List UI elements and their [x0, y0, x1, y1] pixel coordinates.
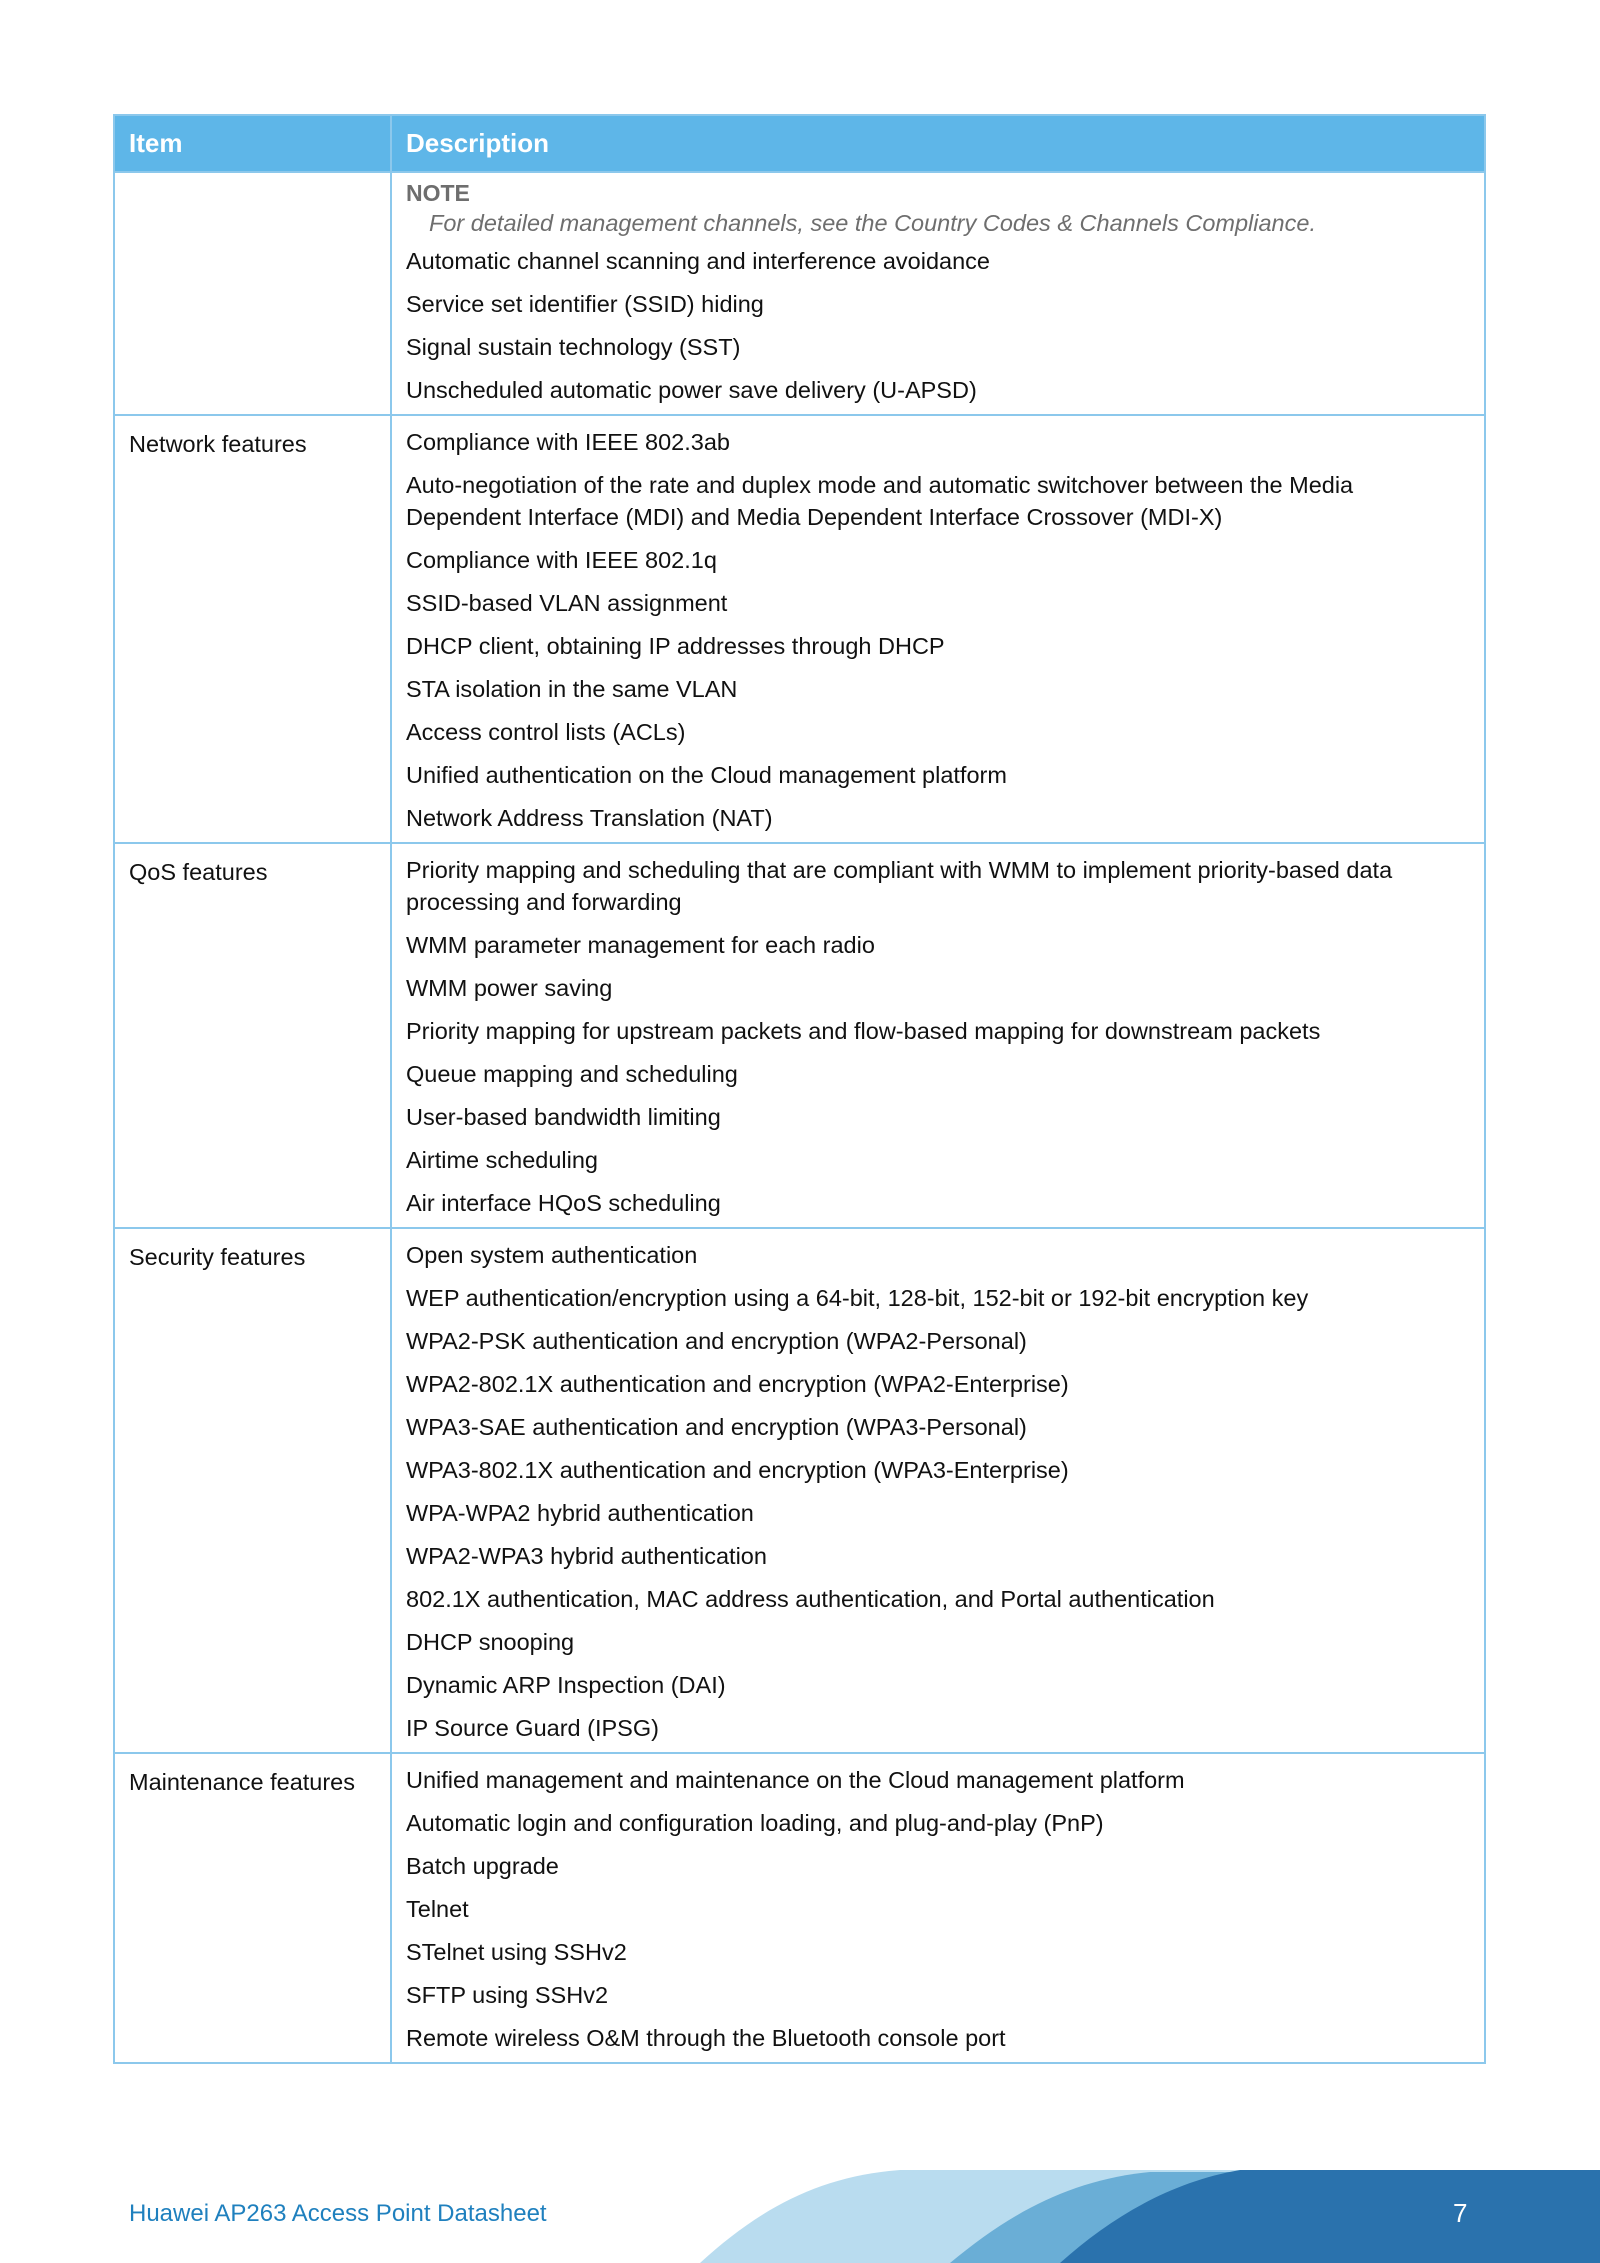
description-line: Priority mapping for upstream packets and flow-based mapping for downstream packets	[406, 1018, 1321, 1044]
description-line: SSID-based VLAN assignment	[406, 590, 728, 616]
description-line: WPA2-PSK authentication and encryption (WPA2-Personal)	[406, 1328, 1027, 1354]
description-line: Auto-negotiation of the rate and duplex mode and automatic switchover between the Media Dependent Interface (MDI) and Media Dependent Interface Crossover (MDI-X)	[406, 472, 1354, 530]
note-text: For detailed management channels, see the Country Codes & Channels Compliance.	[429, 210, 1316, 236]
description-line: IP Source Guard (IPSG)	[406, 1715, 659, 1741]
description-line: SFTP using SSHv2	[406, 1982, 609, 2008]
description-line: Unified management and maintenance on the Cloud management platform	[406, 1767, 1185, 1793]
description-cell	[391, 172, 1485, 415]
description-cell	[391, 415, 1485, 843]
description-line: Remote wireless O&M through the Bluetooth console port	[406, 2025, 1006, 2051]
table-row	[114, 1753, 1485, 2063]
description-line: Telnet	[406, 1896, 469, 1922]
description-line: Unified authentication on the Cloud management platform	[406, 762, 1007, 788]
description-line: WMM parameter management for each radio	[406, 932, 875, 958]
description-line: DHCP snooping	[406, 1629, 575, 1655]
description-line: Airtime scheduling	[406, 1147, 599, 1173]
description-line: Network Address Translation (NAT)	[406, 805, 773, 831]
description-line: Compliance with IEEE 802.1q	[406, 547, 717, 573]
description-line: WPA2-WPA3 hybrid authentication	[406, 1543, 767, 1569]
footer-document-title: Huawei AP263 Access Point Datasheet	[129, 2200, 547, 2227]
item-cell	[114, 172, 391, 415]
description-line: STelnet using SSHv2	[406, 1939, 627, 1965]
description-line: Air interface HQoS scheduling	[406, 1190, 721, 1216]
description-line: Signal sustain technology (SST)	[406, 334, 741, 360]
description-line: STA isolation in the same VLAN	[406, 676, 738, 702]
description-line: Open system authentication	[406, 1242, 698, 1268]
description-line: DHCP client, obtaining IP addresses through DHCP	[406, 633, 945, 659]
description-line: Automatic channel scanning and interference avoidance	[406, 248, 990, 274]
table-row	[114, 172, 1485, 415]
table-row	[114, 1228, 1485, 1753]
description-line: WEP authentication/encryption using a 64-bit, 128-bit, 152-bit or 192-bit encryption key	[406, 1285, 1309, 1311]
item-cell: QoS features	[114, 843, 391, 1228]
table-row	[114, 843, 1485, 1228]
description-column-header: Description	[391, 115, 1485, 172]
item-cell: Security features	[114, 1228, 391, 1753]
description-line: Dynamic ARP Inspection (DAI)	[406, 1672, 726, 1698]
description-line: Service set identifier (SSID) hiding	[406, 291, 764, 317]
table-header-row	[114, 115, 1485, 172]
item-cell: Network features	[114, 415, 391, 843]
description-line: Priority mapping and scheduling that are compliant with WMM to implement priority-based data processing and forwarding	[406, 857, 1393, 915]
table-row	[114, 415, 1485, 843]
description-line: Access control lists (ACLs)	[406, 719, 686, 745]
footer-page-number: 7	[1453, 2198, 1468, 2228]
description-line: WPA3-802.1X authentication and encryption (WPA3-Enterprise)	[406, 1457, 1069, 1483]
description-line: WPA2-802.1X authentication and encryption (WPA2-Enterprise)	[406, 1371, 1069, 1397]
description-line: Unscheduled automatic power save delivery (U-APSD)	[406, 377, 977, 403]
description-line: Automatic login and configuration loading, and plug-and-play (PnP)	[406, 1810, 1104, 1836]
description-cell	[391, 843, 1485, 1228]
note-title: NOTE	[406, 180, 470, 206]
item-cell: Maintenance features	[114, 1753, 391, 2063]
description-cell	[391, 1228, 1485, 1753]
description-line: User-based bandwidth limiting	[406, 1104, 721, 1130]
description-cell	[391, 1753, 1485, 2063]
description-line: WMM power saving	[406, 975, 613, 1001]
description-line: 802.1X authentication, MAC address authentication, and Portal authentication	[406, 1586, 1215, 1612]
description-line: Batch upgrade	[406, 1853, 559, 1879]
description-line: Queue mapping and scheduling	[406, 1061, 738, 1087]
description-line: WPA3-SAE authentication and encryption (WPA3-Personal)	[406, 1414, 1027, 1440]
description-line: WPA-WPA2 hybrid authentication	[406, 1500, 754, 1526]
description-line: Compliance with IEEE 802.3ab	[406, 429, 730, 455]
item-column-header: Item	[114, 115, 391, 172]
feature-spec-table	[113, 114, 1486, 2064]
